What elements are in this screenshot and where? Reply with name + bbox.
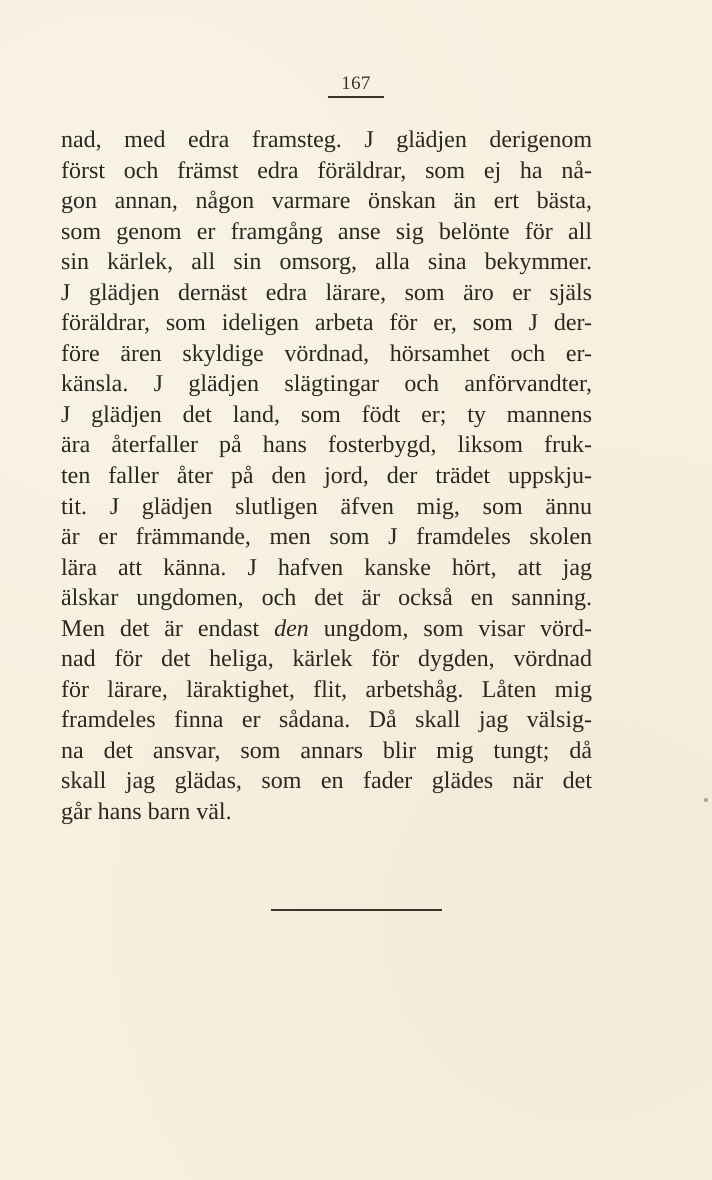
text-line: känsla. J glädjen slägtingar och anförvandter, bbox=[61, 371, 592, 398]
text-line: framdeles finna er sådana. Då skall jag välsig- bbox=[61, 707, 592, 734]
text-line: föräldrar, som ideligen arbeta för er, som J der- bbox=[61, 310, 592, 337]
text-line: är er främmande, men som J framdeles skolen bbox=[61, 524, 592, 551]
page-number: 167 bbox=[328, 74, 384, 98]
text-line: först och främst edra föräldrar, som ej ha nå- bbox=[61, 157, 592, 184]
text-line-with-italic bbox=[61, 614, 592, 645]
text-line: na det ansvar, som annars blir mig tungt; då bbox=[61, 737, 592, 764]
text-line: älskar ungdomen, och det är också en sanning. bbox=[61, 585, 592, 612]
text-line: skall jag glädas, som en fader glädes när det bbox=[61, 768, 592, 795]
text-line: nad för det heliga, kärlek för dygden, vördnad bbox=[61, 646, 592, 673]
text-line: nad, med edra framsteg. J glädjen derigenom bbox=[61, 127, 592, 153]
italic-emphasis: den bbox=[274, 615, 309, 642]
text-line: ten faller åter på den jord, der trädet uppskju- bbox=[61, 463, 592, 490]
text-line: som genom er framgång anse sig belönte för all bbox=[61, 218, 592, 245]
text-line: J glädjen det land, som födt er; ty mannens bbox=[61, 401, 592, 428]
paper-speck bbox=[704, 798, 708, 802]
body-text bbox=[61, 125, 592, 828]
text-line: ära återfaller på hans fosterbygd, liksom fruk- bbox=[61, 432, 592, 459]
page-header bbox=[0, 74, 712, 98]
text-fragment: ungdom, som visar vörd- bbox=[308, 615, 592, 642]
text-line: för lärare, läraktighet, flit, arbetshåg. Låten mig bbox=[61, 676, 592, 703]
text-line: lära att känna. J hafven kanske hört, att jag bbox=[61, 554, 592, 581]
text-line: före ären skyldige vördnad, hörsamhet och er- bbox=[61, 340, 592, 367]
end-rule bbox=[271, 909, 442, 911]
text-fragment: Men det är endast bbox=[61, 615, 275, 642]
text-line: gon annan, någon varmare önskan än ert bästa, bbox=[61, 188, 592, 215]
text-line: J glädjen dernäst edra lärare, som äro er själs bbox=[61, 279, 592, 306]
text-line-last: går hans barn väl. bbox=[61, 799, 232, 826]
text-line: tit. J glädjen slutligen äfven mig, som ännu bbox=[61, 493, 592, 520]
text-line: sin kärlek, all sin omsorg, alla sina bekymmer. bbox=[61, 249, 592, 276]
